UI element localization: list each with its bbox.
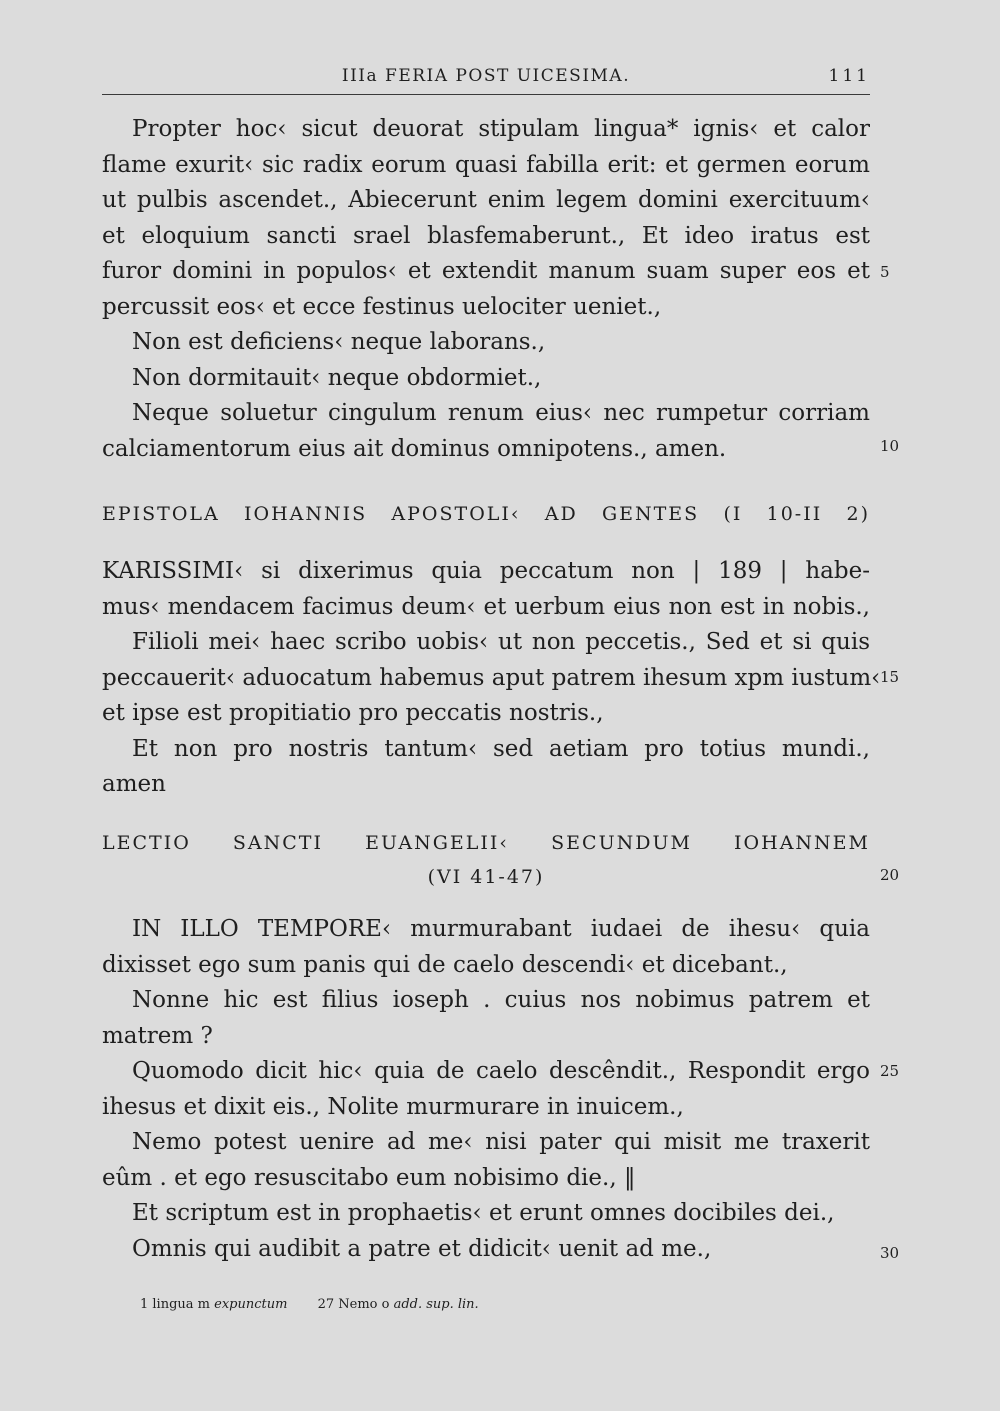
line-number: 25 [880,1062,900,1080]
footnote-2-text: 27 Nemo o [317,1297,390,1312]
text-line: et ipse est propitiatio pro peccatis nostris., [102,700,604,726]
text-line: amen [102,771,166,797]
text-line: ihesus et dixit eis., Nolite murmurare in inuicem., [102,1093,684,1120]
page-number: 111 [828,66,870,86]
text-line: eûm . et ego resuscitabo eum nobisimo die., ‖ [102,1164,636,1191]
text-line: Quomodo dicit hic‹ quia de caelo descêndit., Respondit ergo [132,1058,870,1084]
line-number: 15 [880,668,900,686]
text-line: IN ILLO TEMPORE‹ murmurabant iudaei de ihesu‹ quia [132,916,870,942]
heading-line: EPISTOLA IOHANNIS APOSTOLI‹ AD GENTES (I 10-II 2) [102,503,870,525]
text-line: dixisset ego sum panis qui de caelo descendi‹ et dicebant., [102,951,788,978]
text-line: KARISSIMI‹ si dixerimus quia peccatum non | 189 | habe- [102,558,870,584]
footnote-2 [318,1297,479,1312]
text-line: peccauerit‹ aduocatum habemus aput patrem ihesum xpm iustum‹ [102,664,881,691]
footnote-1-italic: expunctum [214,1297,288,1312]
text-line: matrem ? [102,1022,213,1049]
text-block-3 [102,912,870,1267]
text-block-1 [102,112,870,467]
text-line: Et non pro nostris tantum‹ sed aetiam pro totius mundi., [132,735,870,762]
text-line: Et scriptum est in prophaetis‹ et erunt omnes docibiles dei., [132,1200,835,1226]
text-line: percussit eos‹ et ecce festinus uelociter ueniet., [102,293,662,320]
text-line: Propter hoc‹ sicut deuorat stipulam lingua* ignis‹ et calor [132,116,870,142]
section-heading-lectio [102,826,870,894]
text-line: Neque soluetur cingulum renum eius‹ nec rumpetur corriam [132,400,870,426]
line-number: 10 [880,437,900,455]
footnote-1-text: 1 lingua m [140,1297,210,1312]
line-number: 5 [880,263,890,281]
footnotes [140,1297,479,1312]
running-head [102,62,870,95]
text-line: Omnis qui audibit a patre et didicit‹ uenit ad me., [132,1235,712,1262]
section-heading-epistola [102,497,870,531]
text-line: Non dormitauit‹ neque obdormiet., [132,364,542,391]
heading-line: LECTIO SANCTI EUANGELII‹ SECUNDUM IOHANNEM [102,832,870,854]
text-block-2 [102,554,881,803]
text-line: ut pulbis ascendet., Abiecerunt enim legem domini exercituum‹ [102,187,870,213]
footnote-1 [140,1297,292,1312]
text-line: mus‹ mendacem facimus deum‹ et uerbum eius non est in nobis., [102,593,870,620]
text-line: furor domini in populos‹ et extendit manum suam super eos et [102,258,870,284]
running-title: IIIa FERIA POST UICESIMA. [341,66,631,86]
text-line: calciamentorum eius ait dominus omnipotens., amen. [102,435,727,462]
text-line: Filioli mei‹ haec scribo uobis‹ ut non peccetis., Sed et si quis [132,629,870,655]
line-number: 30 [880,1244,900,1262]
heading-reference: (VI 41-47) [427,866,545,888]
text-line: flame exurit‹ sic radix eorum quasi fabilla erit: et germen eorum [102,151,870,178]
text-line: et eloquium sancti srael blasfemaberunt., Et ideo iratus est [102,222,870,249]
text-line: Non est deficiens‹ neque laborans., [132,329,546,355]
footnote-2-italic: add. sup. lin. [393,1297,479,1312]
text-line: Nemo potest uenire ad me‹ nisi pater qui misit me traxerit [132,1129,870,1155]
text-line: Nonne hic est filius ioseph . cuius nos nobimus patrem et [132,987,870,1013]
line-number: 20 [880,866,900,884]
